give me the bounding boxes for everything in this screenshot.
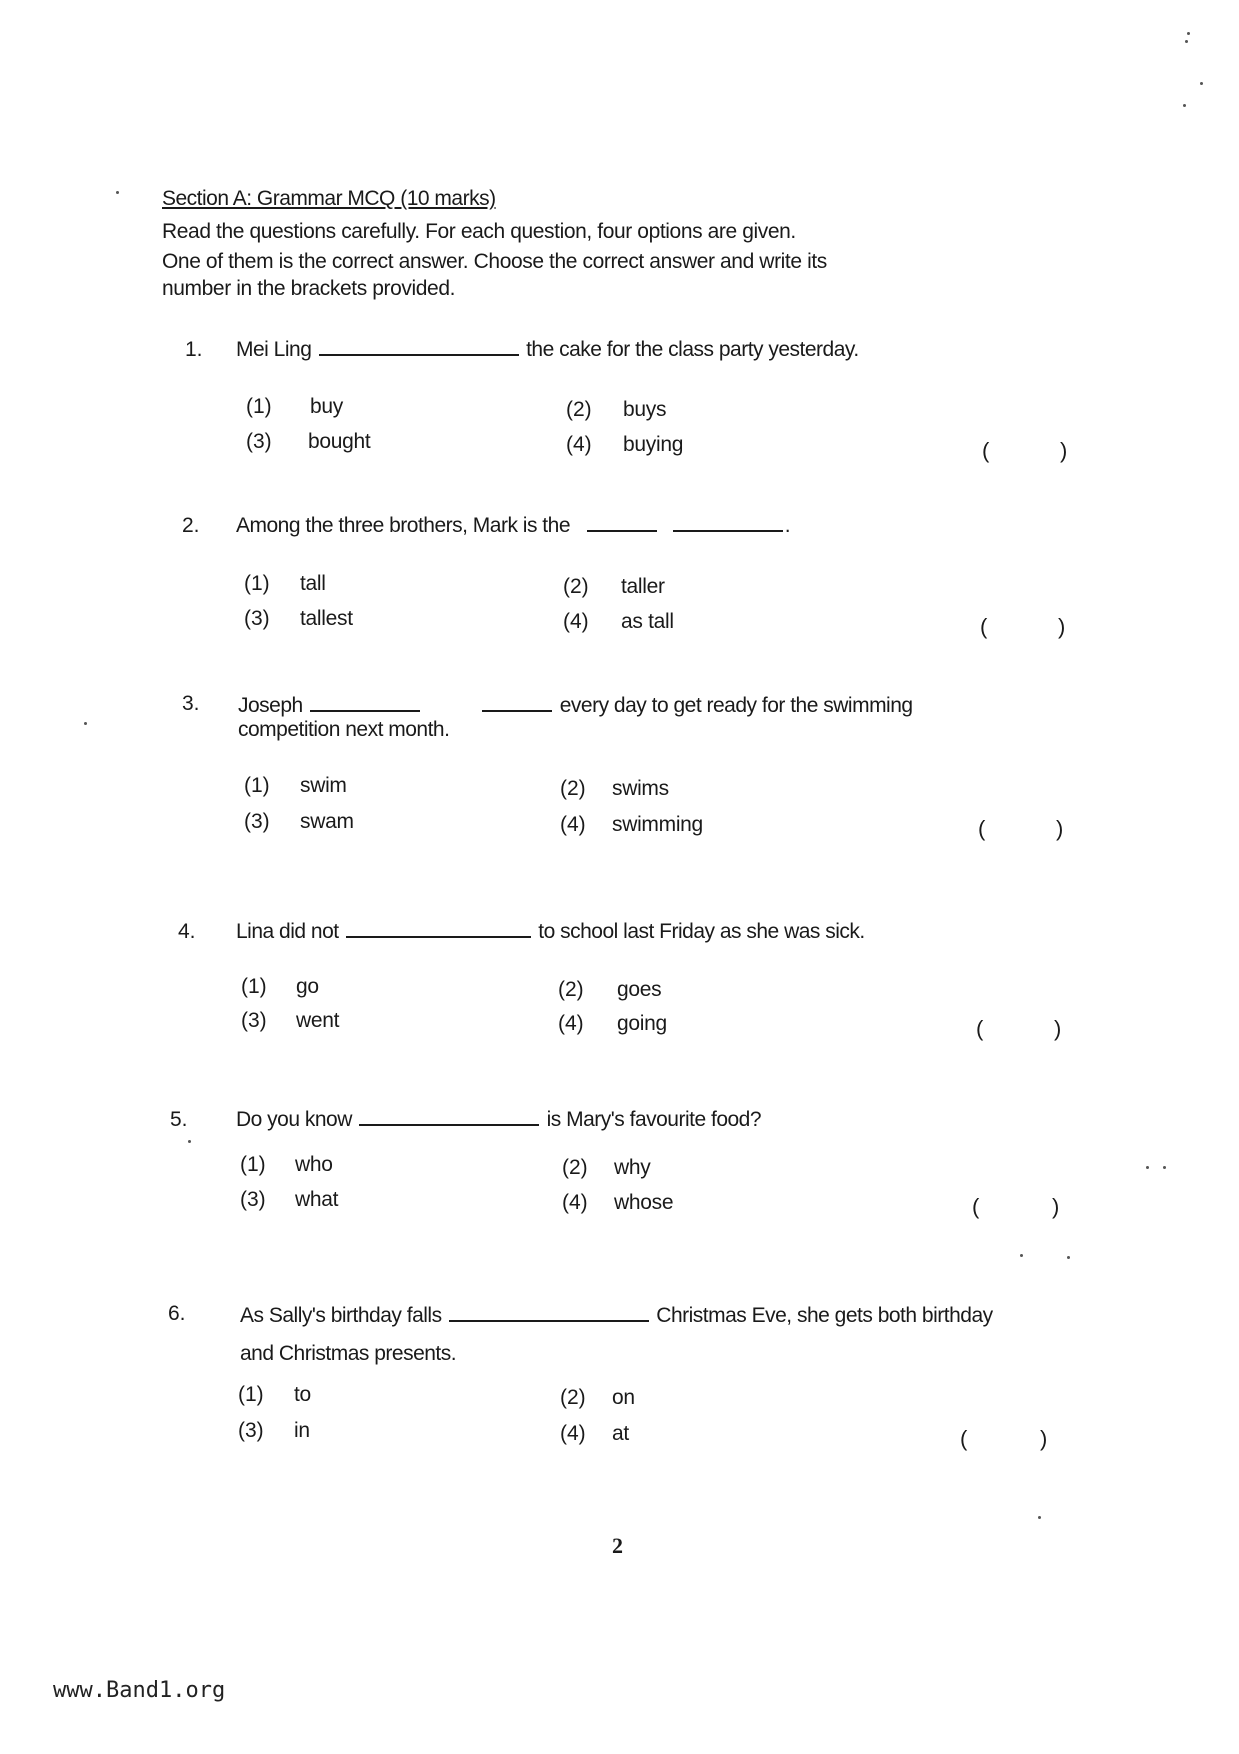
option-text: go — [296, 975, 319, 998]
option-text: as tall — [621, 610, 674, 633]
question-text — [238, 694, 913, 718]
option-number: (2) — [563, 575, 589, 598]
question-text-before: Do you know — [236, 1108, 352, 1131]
option-number: (3) — [244, 810, 270, 833]
answer-blank — [673, 514, 783, 532]
option-text: who — [295, 1153, 333, 1176]
scan-speck — [116, 191, 119, 194]
question-text-before: Lina did not — [236, 920, 339, 943]
question-text-after: the cake for the class party yesterday. — [526, 338, 859, 361]
question-number: 1. — [185, 338, 203, 361]
answer-blank — [587, 514, 657, 532]
option-number: (4) — [558, 1012, 584, 1035]
option-text: swims — [612, 777, 669, 800]
page-number: 2 — [612, 1533, 623, 1558]
answer-bracket-close[interactable]: ) — [1060, 438, 1068, 463]
instruction-line: One of them is the correct answer. Choose the correct answer and write its — [162, 250, 827, 273]
option-number: (1) — [241, 975, 267, 998]
question-number: 4. — [178, 920, 196, 943]
answer-blank — [359, 1108, 539, 1126]
question-text — [240, 1304, 993, 1328]
answer-blank — [346, 920, 531, 938]
option-text: on — [612, 1386, 635, 1409]
option-number: (4) — [560, 813, 586, 836]
option-text: buy — [310, 395, 343, 418]
answer-bracket-open[interactable]: ( — [978, 816, 986, 841]
option-text: tallest — [300, 607, 353, 630]
answer-bracket-open[interactable]: ( — [980, 614, 988, 639]
answer-bracket-close[interactable]: ) — [1056, 816, 1064, 841]
question-text — [236, 514, 790, 538]
option-number: (2) — [562, 1156, 588, 1179]
scan-speck — [1020, 1254, 1023, 1257]
answer-blank — [319, 338, 519, 356]
question-number: 2. — [182, 514, 200, 537]
option-text: why — [614, 1156, 651, 1179]
option-text: buying — [623, 433, 684, 456]
answer-bracket-open[interactable]: ( — [982, 438, 990, 463]
question-text-line2: and Christmas presents. — [240, 1342, 457, 1365]
scan-speck — [1183, 104, 1186, 107]
footer-watermark: www.Band1.org — [53, 1678, 226, 1703]
option-number: (3) — [238, 1419, 264, 1442]
scan-speck — [1038, 1516, 1041, 1519]
option-number: (4) — [562, 1191, 588, 1214]
option-text: in — [294, 1419, 310, 1442]
question-text — [236, 920, 865, 944]
answer-blank — [482, 694, 552, 712]
option-text: at — [612, 1422, 629, 1445]
answer-bracket-close[interactable]: ) — [1054, 1016, 1062, 1041]
question-number: 3. — [182, 692, 200, 715]
option-number: (3) — [240, 1188, 266, 1211]
answer-bracket-open[interactable]: ( — [976, 1016, 984, 1041]
option-number: (2) — [566, 398, 592, 421]
question-text-after: to school last Friday as she was sick. — [538, 920, 865, 943]
option-number: (2) — [560, 1386, 586, 1409]
answer-bracket-open[interactable]: ( — [960, 1426, 968, 1451]
question-text-after: Christmas Eve, she gets both birthday — [656, 1304, 993, 1327]
option-text: swim — [300, 774, 347, 797]
question-text-before: As Sally's birthday falls — [240, 1304, 442, 1327]
option-text: swimming — [612, 813, 703, 836]
question-text-before: Among the three brothers, Mark is the — [236, 514, 570, 537]
instruction-line: Read the questions carefully. For each question, four options are given. — [162, 220, 796, 243]
question-text — [236, 338, 859, 362]
question-text-after: every day to get ready for the swimming — [559, 694, 913, 717]
question-text-after: . — [784, 514, 791, 537]
section-heading: Section A: Grammar MCQ (10 marks) — [162, 187, 496, 210]
scan-speck — [1200, 82, 1203, 85]
option-text: to — [294, 1383, 311, 1406]
question-number: 5. — [170, 1108, 188, 1131]
scan-speck — [1163, 1166, 1166, 1169]
answer-bracket-close[interactable]: ) — [1052, 1194, 1060, 1219]
option-text: taller — [621, 575, 665, 598]
option-text: whose — [614, 1191, 674, 1214]
option-number: (4) — [560, 1422, 586, 1445]
option-number: (2) — [560, 777, 586, 800]
instruction-line: number in the brackets provided. — [162, 277, 456, 300]
option-text: went — [296, 1009, 340, 1032]
option-text: going — [617, 1012, 667, 1035]
answer-bracket-open[interactable]: ( — [972, 1194, 980, 1219]
option-number: (4) — [566, 433, 592, 456]
option-number: (1) — [246, 395, 272, 418]
option-text: goes — [617, 978, 662, 1001]
option-number: (1) — [240, 1153, 266, 1176]
question-text-after: is Mary's favourite food? — [546, 1108, 762, 1131]
scan-speck — [188, 1140, 191, 1143]
option-text: buys — [623, 398, 667, 421]
question-text-before: Mei Ling — [236, 338, 312, 361]
question-text — [236, 1108, 761, 1132]
option-number: (3) — [246, 430, 272, 453]
scan-speck — [1146, 1166, 1149, 1169]
option-number: (1) — [238, 1383, 264, 1406]
option-text: swam — [300, 810, 354, 833]
option-text: bought — [308, 430, 371, 453]
scan-speck — [1187, 32, 1190, 35]
option-number: (3) — [244, 607, 270, 630]
option-text: tall — [300, 572, 326, 595]
answer-bracket-close[interactable]: ) — [1040, 1426, 1048, 1451]
option-number: (2) — [558, 978, 584, 1001]
option-number: (1) — [244, 774, 270, 797]
answer-blank — [449, 1304, 649, 1322]
scan-speck — [84, 722, 87, 725]
option-number: (4) — [563, 610, 589, 633]
question-text-before: Joseph — [238, 694, 303, 717]
scan-speck — [1185, 40, 1188, 43]
answer-bracket-close[interactable]: ) — [1058, 614, 1066, 639]
option-text: what — [295, 1188, 339, 1211]
option-number: (3) — [241, 1009, 267, 1032]
option-number: (1) — [244, 572, 270, 595]
answer-blank — [310, 694, 420, 712]
question-number: 6. — [168, 1302, 186, 1325]
scan-speck — [1067, 1256, 1070, 1259]
question-text-line2: competition next month. — [238, 718, 450, 741]
